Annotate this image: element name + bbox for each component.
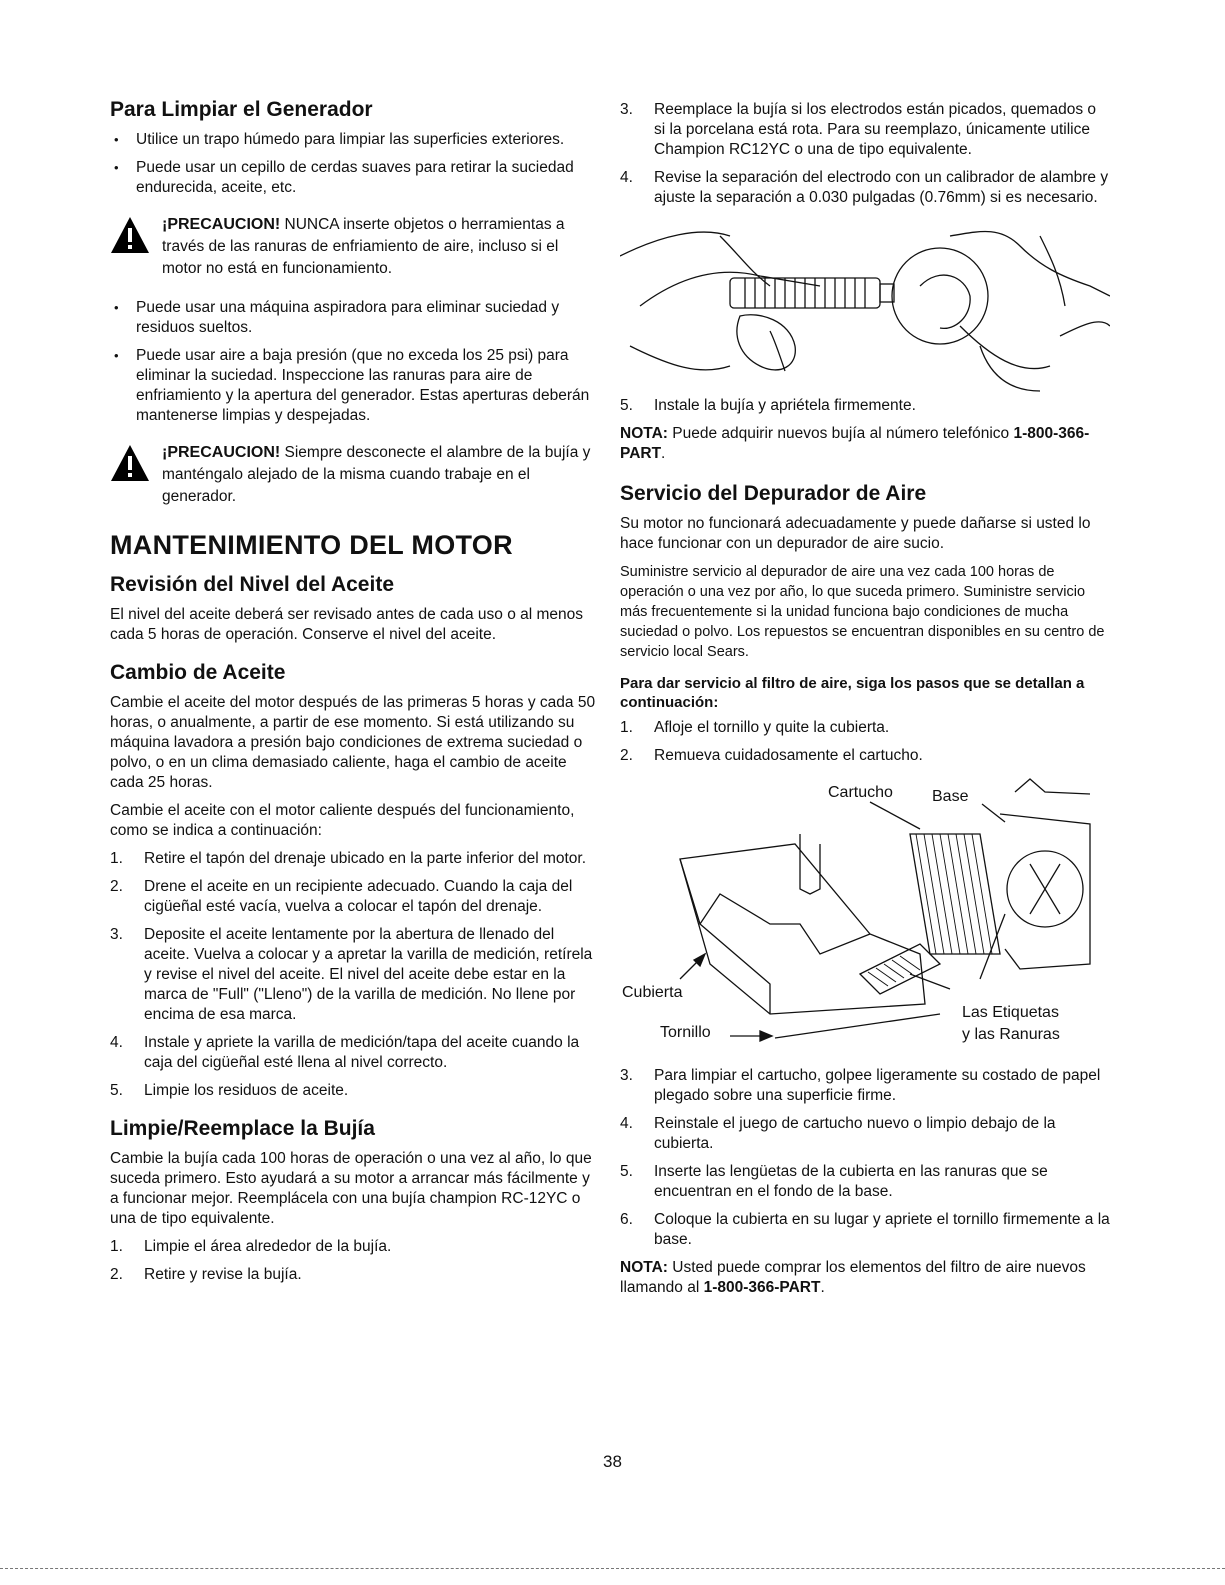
air-steps-a <box>620 718 1110 766</box>
air-cleaner-heading: Servicio del Depurador de Aire <box>620 482 927 505</box>
bullet-item: • Utilice un trapo húmedo para limpiar las superficies exteriores. <box>110 130 600 150</box>
caution-label: ¡PRECAUCION! <box>162 216 281 233</box>
spark-plug-heading: Limpie/Reemplace la Bujía <box>110 1117 375 1140</box>
air-cleaner-illustration <box>620 774 1110 1066</box>
label-tornillo: Tornillo <box>660 1024 711 1041</box>
spark-plug-text: Cambie la bujía cada 100 horas de operación o una vez al año, lo que suceda primero. Esto ayudará a su motor a arrancar más fácilmente y a funcionar mejor. Reemplácela con una bujía champion RC-12YC o una de tipo equivalente. <box>110 1150 592 1227</box>
plug-step-5 <box>620 396 1110 416</box>
air-steps-b <box>620 1066 1110 1250</box>
list-item: 3. Para limpiar el cartucho, golpee ligeramente su costado de papel plegado sobre una superficie firme. <box>620 1067 1101 1104</box>
caution-label: ¡PRECAUCION! <box>162 444 281 461</box>
list-item: 1. Retire el tapón del drenaje ubicado en la parte inferior del motor. <box>110 850 587 867</box>
label-base: Base <box>932 788 969 805</box>
list-item: 2. Remueva cuidadosamente el cartucho. <box>620 747 923 764</box>
warning-triangle-icon <box>110 214 158 280</box>
list-item: 3. Reemplace la bujía si los electrodos están picados, quemados o si la porcelana está rota. Para su reemplazo, únicamente utilice Champion RC12YC o una de tipo equivalente. <box>620 101 1097 158</box>
list-item: 2. Retire y revise la bujía. <box>110 1266 302 1283</box>
bottom-rule <box>0 1568 1225 1569</box>
oil-level-heading: Revisión del Nivel del Aceite <box>110 573 394 596</box>
list-item: 5. Inserte las lengüetas de la cubierta en las ranuras que se encuentran en el fondo de la base. <box>620 1163 1048 1200</box>
label-etiquetas: Las Etiquetas <box>962 1004 1059 1021</box>
bullet-item: • Puede usar aire a baja presión (que no exceda los 25 psi) para eliminar la suciedad. Inspeccione las ranuras para aire de enfriamiento y la apertura del generador. Estas aperturas deberán mantenerse limpias y despejadas. <box>110 346 600 426</box>
nota-paragraph: NOTA: Puede adquirir nuevos bujía al número telefónico 1-800-366-PART. <box>620 425 1090 462</box>
caution-text: Siempre desconecte el alambre de la bujía y manténgalo alejado de la misma cuando trabaje en el generador. <box>162 444 591 505</box>
list-item: 4. Revise la separación del electrodo con un calibrador de alambre y ajuste la separación a 0.030 pulgadas (0.76mm) si es necesario. <box>620 169 1109 206</box>
list-item: 5. Limpie los residuos de aceite. <box>110 1082 349 1099</box>
label-ranuras: y las Ranuras <box>962 1026 1060 1043</box>
caution-block-1 <box>110 214 600 280</box>
list-item: 2. Drene el aceite en un recipiente adecuado. Cuando la caja del cigüeñal esté vacía, vuelva a colocar el tapón del drenaje. <box>110 878 573 915</box>
plug-steps <box>110 1237 600 1285</box>
list-item: 1. Afloje el tornillo y quite la cubierta. <box>620 719 890 736</box>
list-item: 5. Instale la bujía y apriétela firmemente. <box>620 397 916 414</box>
air-cleaner-text: Suministre servicio al depurador de aire una vez cada 100 horas de operación o una vez por año, lo que suceda primero. Suministre servicio más frecuentemente si la unidad funciona bajo condiciones de mucha suciedad o polvo. Los repuestos se encuentran disponibles en su centro de servicio local Sears. <box>620 564 1105 660</box>
clean-bullets-a <box>110 130 600 198</box>
list-item: 6. Coloque la cubierta en su lugar y apriete el tornillo firmemente a la base. <box>620 1211 1110 1248</box>
right-column <box>620 100 1110 1306</box>
oil-change-paragraph: Cambie el aceite del motor después de las primeras 5 horas y cada 50 horas, o anualmente, a partir de ese momento. Si está utilizando su máquina lavadora a presión bajo condiciones de extrema suciedad o polvo, o en un clima demasiado caliente, haga el cambio de aceite cada 25 horas. <box>110 694 596 791</box>
air-cleaner-text: Su motor no funcionará adecuadamente y puede dañarse si usted lo hace funcionar con un depurador de aire sucio. <box>620 515 1091 552</box>
spark-plug-gap-illustration <box>620 216 1110 394</box>
page-number: 38 <box>603 1452 622 1471</box>
air-cleaner-instructions: Para dar servicio al filtro de aire, siga los pasos que se detallan a continuación: <box>620 675 1085 711</box>
clean-bullets-b <box>110 298 600 426</box>
nota-paragraph: NOTA: Usted puede comprar los elementos del filtro de aire nuevos llamando al 1-800-366-PART. <box>620 1259 1086 1296</box>
bullet-item: • Puede usar una máquina aspiradora para eliminar suciedad y residuos sueltos. <box>110 298 600 338</box>
list-item: 4. Instale y apriete la varilla de medición/tapa del aceite cuando la caja del cigüeñal esté llena al nivel correcto. <box>110 1034 580 1071</box>
label-cartucho: Cartucho <box>828 784 893 801</box>
warning-triangle-icon <box>110 442 158 508</box>
list-item: 1. Limpie el área alrededor de la bujía. <box>110 1238 392 1255</box>
bullet-item: • Puede usar un cepillo de cerdas suaves para retirar la suciedad endurecida, aceite, etc. <box>110 158 600 198</box>
list-item: 4. Reinstale el juego de cartucho nuevo o limpio debajo de la cubierta. <box>620 1115 1056 1152</box>
clean-generator-heading: Para Limpiar el Generador <box>110 98 373 121</box>
phone-number: 1-800-366-PART <box>620 425 1090 462</box>
engine-maintenance-heading: MANTENIMIENTO DEL MOTOR <box>110 530 513 560</box>
phone-number: 1-800-366-PART <box>703 1279 821 1296</box>
caution-text: NUNCA inserte objetos o herramientas a través de las ranuras de enfriamiento de aire, incluso si el motor no está en funcionamiento. <box>162 216 565 277</box>
oil-steps <box>110 849 600 1101</box>
oil-change-paragraph: Cambie el aceite con el motor caliente después del funcionamiento, como se indica a continuación: <box>110 802 575 839</box>
left-column <box>110 98 600 1293</box>
list-item: 3. Deposite el aceite lentamente por la abertura de llenado del aceite. Vuelva a colocar y a apretar la varilla de medición, retírela y revise el nivel del aceite. El nivel del aceite debe estar en la marca de "Full" ("Lleno") de la varilla de medición. No llene por encima de esa marca. <box>110 926 593 1023</box>
oil-level-text: El nivel del aceite deberá ser revisado antes de cada uso o al menos cada 5 horas de operación. Conserve el nivel del aceite. <box>110 606 584 643</box>
oil-change-heading: Cambio de Aceite <box>110 661 286 684</box>
plug-steps-continued <box>620 100 1110 208</box>
caution-block-2 <box>110 442 600 508</box>
label-cubierta: Cubierta <box>622 984 683 1001</box>
